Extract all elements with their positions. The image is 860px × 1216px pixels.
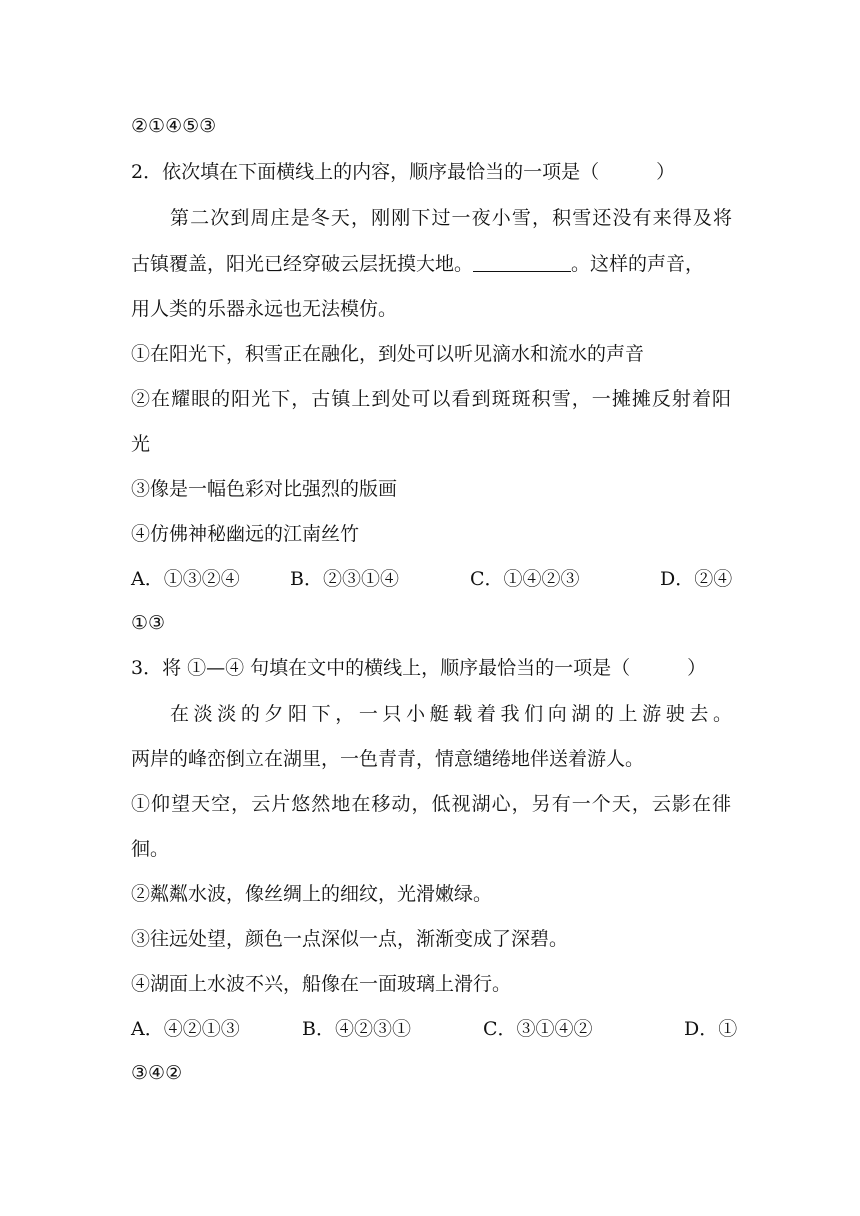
q3-item-2: ②粼粼水波，像丝绸上的细纹，光滑嫩绿。	[131, 883, 493, 905]
q2-passage-line-3: 用人类的乐器永远也无法模仿。	[131, 298, 398, 320]
q3-option-d: D．①	[684, 1018, 738, 1040]
q2-option-a: A．①③②④	[131, 568, 240, 590]
q2-item-2-line-1: ②在耀眼的阳光下，古镇上到处可以看到斑斑积雪，一摊摊反射着阳	[131, 388, 731, 410]
q3-item-4: ④湖面上水波不兴，船像在一面玻璃上滑行。	[131, 973, 512, 995]
q2-passage-line-1: 第二次到周庄是冬天，刚刚下过一夜小雪，积雪还没有来得及将	[170, 207, 732, 229]
q2-option-d: D．②④	[660, 568, 733, 590]
q2-option-b: B．②③①④	[290, 568, 399, 590]
q3-item-1-line-1: ①仰望天空，云片悠然地在移动，低视湖心，另有一个天，云影在徘	[131, 793, 731, 815]
q3-option-c: C．③①④②	[483, 1018, 593, 1040]
q2-item-4: ④仿佛神秘幽远的江南丝竹	[131, 523, 360, 545]
q2-option-d-continued: ①③	[131, 612, 166, 634]
q2-item-3: ③像是一幅色彩对比强烈的版画	[131, 478, 398, 500]
q3-passage-line-2: 两岸的峰峦倒立在湖里，一色青青，情意缱绻地伴送着游人。	[131, 748, 645, 770]
fill-blank-line	[473, 253, 571, 272]
q3-option-d-continued: ③④②	[131, 1062, 183, 1084]
q2-item-2-line-2: 光	[131, 433, 151, 455]
previous-answer-sequence: ②①④⑤③	[131, 115, 217, 137]
q2-passage-line-2	[131, 252, 731, 276]
question-2-stem: 2．依次填在下面横线上的内容，顺序最恰当的一项是（ ）	[131, 161, 676, 183]
q3-item-1-line-2: 徊。	[131, 838, 170, 860]
q3-option-b: B．④②③①	[302, 1018, 411, 1040]
q3-passage-line-1: 在淡淡的夕阳下，一只小艇载着我们向湖的上游驶去。	[170, 703, 732, 725]
q3-item-3: ③往远处望，颜色一点深似一点，渐渐变成了深碧。	[131, 928, 569, 950]
question-3-stem: 3．将 ①—④ 句填在文中的横线上，顺序最恰当的一项是（ ）	[131, 657, 707, 679]
q2-passage-line-2-text: 古镇覆盖，阳光已经穿破云层抚摸大地。	[131, 253, 474, 275]
q2-option-c: C．①④②③	[470, 568, 580, 590]
q2-passage-line-2-tail: 。这样的声音，	[571, 253, 705, 275]
q2-item-1: ①在阳光下，积雪正在融化，到处可以听见滴水和流水的声音	[131, 343, 645, 365]
q3-option-a: A．④②①③	[131, 1018, 240, 1040]
